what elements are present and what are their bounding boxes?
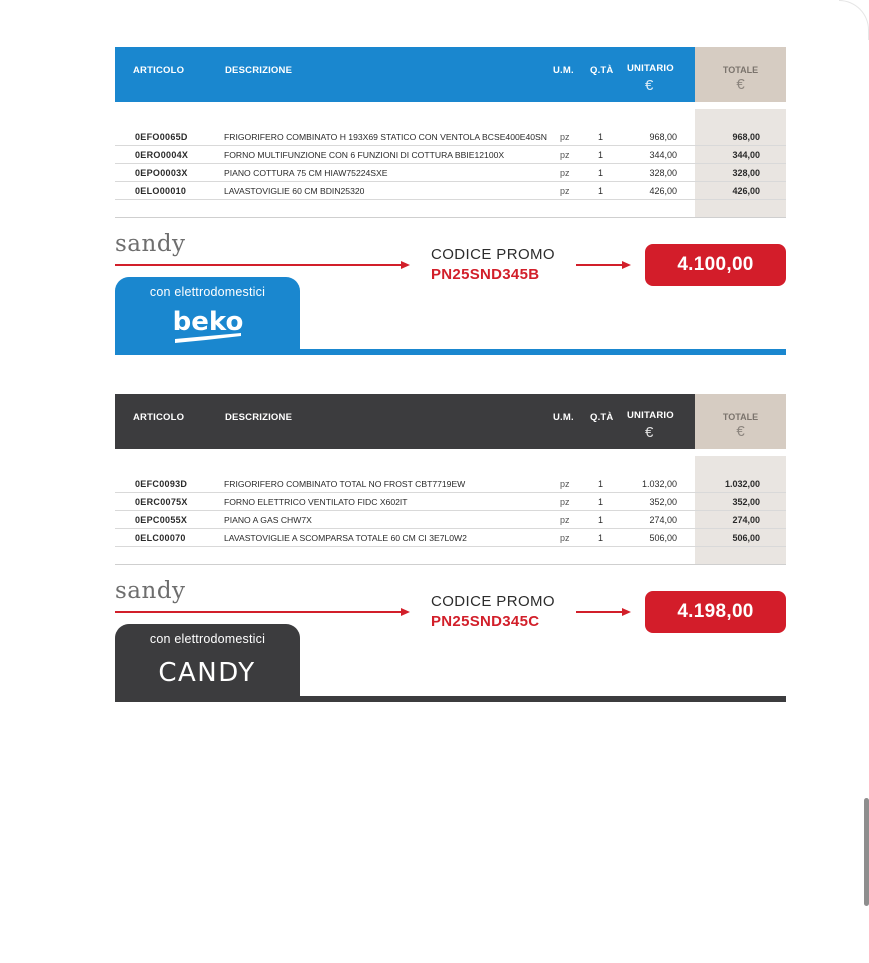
table-body: [115, 128, 786, 200]
table-row: [115, 475, 786, 493]
row-description: FRIGORIFERO COMBINATO H 193X69 STATICO CON VENTOLA BCSE400E40SN: [224, 132, 547, 142]
sandy-logo: sandy: [115, 578, 186, 604]
total-price-badge: 4.198,00: [645, 591, 786, 633]
euro-icon: €: [645, 424, 654, 441]
row-um: pz: [560, 479, 570, 489]
row-qty: 1: [598, 515, 604, 525]
table-row: [115, 164, 786, 182]
scrollbar-thumb[interactable]: [864, 798, 869, 906]
row-um: pz: [560, 186, 570, 196]
row-unit-price: 328,00: [649, 168, 677, 178]
header-descrizione: DESCRIZIONE: [225, 412, 293, 423]
row-code: 0EFC0093D: [135, 479, 188, 489]
row-description: PIANO A GAS CHW7X: [224, 515, 312, 525]
row-qty: 1: [598, 150, 604, 160]
section-bottom-bar: [115, 696, 786, 702]
header-articolo: ARTICOLO: [133, 412, 185, 423]
euro-icon: €: [736, 76, 745, 93]
row-qty: 1: [598, 168, 604, 178]
arrow-line: [576, 611, 624, 613]
arrow-right-icon: [401, 261, 410, 269]
row-description: PIANO COTTURA 75 CM HIAW75224SXE: [224, 168, 388, 178]
brand-tagline: con elettrodomestici: [149, 285, 266, 299]
promo-code-value: PN25SND345B: [431, 266, 540, 283]
table-row: [115, 128, 786, 146]
total-price-badge: 4.100,00: [645, 244, 786, 286]
header-unitario: UNITARIO: [627, 63, 674, 74]
row-code: 0ELC00070: [135, 533, 186, 543]
row-qty: 1: [598, 186, 604, 196]
header-totale: [695, 47, 786, 102]
row-um: pz: [560, 150, 570, 160]
row-um: pz: [560, 515, 570, 525]
arrow-line: [576, 264, 624, 266]
header-um: U.M.: [553, 412, 574, 423]
header-qta: Q.TÀ: [590, 65, 614, 76]
euro-icon: €: [736, 423, 745, 440]
row-unit-price: 274,00: [649, 515, 677, 525]
row-description: FRIGORIFERO COMBINATO TOTAL NO FROST CBT7719EW: [224, 479, 466, 489]
sandy-logo: sandy: [115, 231, 186, 257]
brand-tab-beko: [115, 277, 300, 355]
row-unit-price: 1.032,00: [641, 479, 677, 489]
row-um: pz: [560, 168, 570, 178]
table-divider: [115, 217, 786, 218]
arrow-right-icon: [622, 608, 631, 616]
table-divider: [115, 564, 786, 565]
header-um: U.M.: [553, 65, 574, 76]
row-qty: 1: [598, 533, 604, 543]
row-code: 0EFO0065D: [135, 132, 188, 142]
candy-logo: [151, 656, 263, 686]
table-row: [115, 182, 786, 200]
page-corner: [839, 0, 869, 40]
row-total: 968,00: [732, 132, 760, 142]
row-total: 352,00: [732, 497, 760, 507]
candy-logo-text: CANDY: [158, 658, 256, 686]
row-code: 0ERC0075X: [135, 497, 188, 507]
row-description: FORNO ELETTRICO VENTILATO FIDC X602IT: [224, 497, 408, 507]
row-code: 0EPC0055X: [135, 515, 188, 525]
row-description: LAVASTOVIGLIE 60 CM BDIN25320: [224, 186, 365, 196]
arrow-line: [115, 611, 403, 613]
row-total: 274,00: [732, 515, 760, 525]
row-total: 426,00: [732, 186, 760, 196]
promo-code-value: PN25SND345C: [431, 613, 540, 630]
row-total: 344,00: [732, 150, 760, 160]
row-unit-price: 344,00: [649, 150, 677, 160]
row-unit-price: 352,00: [649, 497, 677, 507]
row-code: 0ERO0004X: [135, 150, 189, 160]
beko-logo: [173, 307, 243, 347]
promo-code-label: CODICE PROMO: [431, 246, 555, 263]
row-total: 506,00: [732, 533, 760, 543]
section-bottom-bar: [115, 349, 786, 355]
arrow-right-icon: [622, 261, 631, 269]
header-totale-label: TOTALE: [722, 412, 759, 422]
row-um: pz: [560, 132, 570, 142]
table-body: [115, 475, 786, 547]
row-qty: 1: [598, 132, 604, 142]
euro-icon: €: [645, 77, 654, 94]
header-articolo: ARTICOLO: [133, 65, 185, 76]
brand-tagline: con elettrodomestici: [149, 632, 266, 646]
row-total: 328,00: [732, 168, 760, 178]
beko-logo-text: beko: [173, 307, 243, 337]
promo-code-label: CODICE PROMO: [431, 593, 555, 610]
table-header: [115, 394, 786, 449]
row-code: 0EPO0003X: [135, 168, 188, 178]
brand-tab-candy: [115, 624, 300, 702]
header-qta: Q.TÀ: [590, 412, 614, 423]
row-unit-price: 426,00: [649, 186, 677, 196]
row-qty: 1: [598, 479, 604, 489]
table-row: [115, 493, 786, 511]
header-totale: [695, 394, 786, 449]
arrow-right-icon: [401, 608, 410, 616]
arrow-line: [115, 264, 403, 266]
table-row: [115, 511, 786, 529]
row-um: pz: [560, 497, 570, 507]
row-total: 1.032,00: [724, 479, 760, 489]
row-description: FORNO MULTIFUNZIONE CON 6 FUNZIONI DI COTTURA BBIE12100X: [224, 150, 505, 160]
row-qty: 1: [598, 497, 604, 507]
table-row: [115, 146, 786, 164]
row-um: pz: [560, 533, 570, 543]
row-unit-price: 506,00: [649, 533, 677, 543]
row-code: 0ELO00010: [135, 186, 187, 196]
header-totale-label: TOTALE: [722, 65, 759, 75]
table-header: [115, 47, 786, 102]
table-row: [115, 529, 786, 547]
header-descrizione: DESCRIZIONE: [225, 65, 293, 76]
row-unit-price: 968,00: [649, 132, 677, 142]
row-description: LAVASTOVIGLIE A SCOMPARSA TOTALE 60 CM CI 3E7L0W2: [224, 533, 467, 543]
header-unitario: UNITARIO: [627, 410, 674, 421]
